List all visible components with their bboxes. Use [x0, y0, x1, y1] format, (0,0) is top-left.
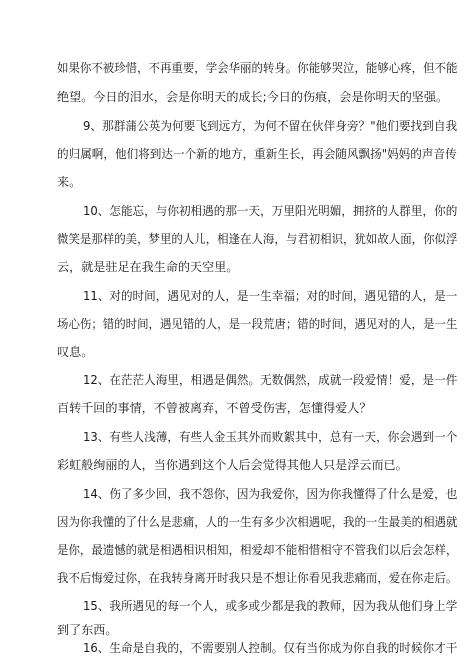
text-line: 因为你我懂的了什么是悲痛，人的一生有多少次相遇呢，我的一生最美的相遇就 — [57, 515, 458, 529]
text-line: 的归属啊，他们将到达一个新的地方，重新生长，再会随风飘扬"妈妈的声音传 — [57, 147, 457, 161]
text-line: 我不后悔爱过你，在我转身离开时我只是不想让你看见我悲痛而，爱在你走后。 — [57, 571, 458, 585]
paragraph-14-line: 14、伤了多少回，我不怨你，因为我爱你，因为你我懂得了什么是爱，也 — [83, 487, 458, 501]
text-line: 如果你不被珍惜，不再重要，学会华丽的转身。你能够哭泣，能够心疼，但不能 — [57, 61, 458, 75]
paragraph-15-line: 15、我所遇见的每一个人，或多或少都是我的教师，因为我从他们身上学 — [83, 599, 458, 613]
text-line: 云，就是驻足在我生命的天空里。 — [57, 260, 239, 274]
text-line: 百转千回的事情，不曾被离弃，不曾受伤害，怎懂得爱人？ — [57, 401, 372, 415]
text-line: 来。 — [57, 175, 82, 189]
text-line: 绝望。今日的泪水，会是你明天的成长;今日的伤痕，会是你明天的坚强。 — [57, 90, 449, 104]
text-line: 彩虹般绚丽的人，当你遇到这个人后会觉得其他人只是浮云而已。 — [57, 458, 408, 472]
paragraph-16-line: 16、生命是自我的，不需要别人控制。仅有当你成为你自我的时候你才干 — [83, 641, 458, 655]
paragraph-11-line: 11、对的时间，遇见对的人，是一生幸福；对的时间，遇见错的人，是一 — [83, 289, 458, 303]
text-line: 是你，最遗憾的就是相遇相识相知，相爱却不能相惜相守不管我们以后会怎样， — [57, 543, 458, 557]
paragraph-13-line: 13、有些人浅薄，有些人金玉其外而败絮其中，总有一天，你会遇到一个 — [83, 430, 458, 444]
paragraph-12-line: 12、在茫茫人海里，相遇是偶然。无数偶然，成就一段爱情！爱，是一件 — [83, 373, 458, 387]
text-line: 场心伤；错的时间，遇见错的人，是一段荒唐；错的时间，遇见对的人，是一生 — [57, 317, 458, 331]
text-line: 到了东西。 — [57, 623, 118, 637]
paragraph-10-line: 10、怎能忘，与你初相遇的那一天，万里阳光明媚，拥挤的人群里，你的 — [83, 204, 458, 218]
paragraph-9-line: 9、那群蒲公英为何要飞到远方，为何不留在伙伴身旁？"他们要找到自我 — [83, 119, 458, 133]
text-line: 叹息。 — [57, 345, 94, 359]
text-line: 微笑是那样的美，梦里的人儿，相逢在人海，与君初相识，犹如故人面，你似浮 — [57, 232, 458, 246]
